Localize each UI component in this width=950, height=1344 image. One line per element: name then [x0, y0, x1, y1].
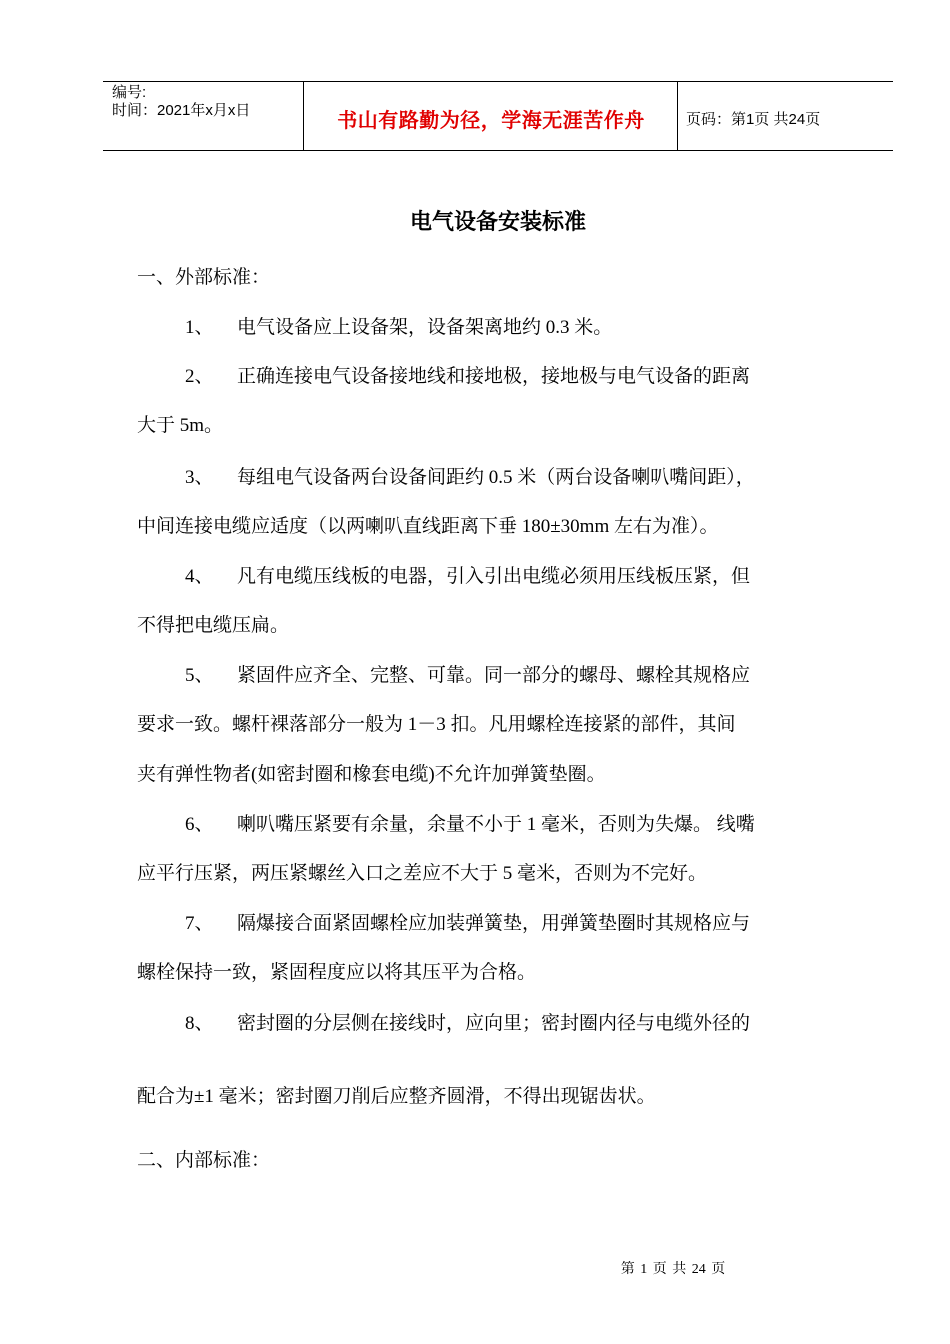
item-number: 8、 — [185, 1013, 214, 1034]
item-text: 要求一致。螺杆裸落部分一般为 1－3 扣。凡用螺栓连接紧的部件，其间 — [137, 714, 736, 735]
item-text: 密封圈的分层侧在接线时，应向里；密封圈内径与电缆外径的 — [237, 1013, 751, 1034]
header-table — [103, 81, 893, 151]
serial-label: 编号: — [112, 84, 147, 101]
item-text: 每组电气设备两台设备间距约 0.5 米（两台设备喇叭嘴间距）， — [237, 467, 755, 488]
item-number: 3、 — [185, 467, 214, 488]
item-text: 正确连接电气设备接地线和接地极，接地极与电气设备的距离 — [237, 366, 751, 387]
page-footer: 第 1 页 共 24 页 — [620, 1262, 726, 1277]
header-motto: 书山有路勤为径，学海无涯苦作舟 — [337, 108, 645, 132]
item-text: 夹有弹性物者(如密封圈和橡套电缆)不允许加弹簧垫圈。 — [137, 764, 606, 785]
item-text: 中间连接电缆应适度（以两喇叭直线距离下垂 180±30mm 左右为准）。 — [137, 516, 719, 537]
item-text: 隔爆接合面紧固螺栓应加装弹簧垫，用弹簧垫圈时其规格应与 — [237, 913, 751, 934]
header-left-cell — [112, 84, 250, 120]
item-text: 大于 5m。 — [137, 415, 224, 436]
item-number: 1、 — [185, 317, 214, 338]
item-text: 螺栓保持一致，紧固程度应以将其压平为合格。 — [137, 962, 537, 983]
header-divider — [303, 82, 304, 150]
item-text: 喇叭嘴压紧要有余量，余量不小于 1 毫米，否则为失爆。 线嘴 — [237, 814, 755, 835]
header-divider — [677, 82, 678, 150]
item-text: 紧固件应齐全、完整、可靠。同一部分的螺母、螺栓其规格应 — [237, 665, 751, 686]
section-heading: 一、外部标准： — [137, 267, 271, 288]
item-text: 电气设备应上设备架，设备架离地约 0.3 米。 — [237, 317, 613, 338]
item-text: 配合为±1 毫米；密封圈刀削后应整齐圆滑，不得出现锯齿状。 — [137, 1086, 656, 1107]
item-text: 凡有电缆压线板的电器，引入引出电缆必须用压线板压紧，但 — [237, 566, 751, 587]
item-number: 5、 — [185, 665, 214, 686]
item-number: 6、 — [185, 814, 214, 835]
time-label: 时间：2021年x月x日 — [112, 102, 251, 119]
section-heading: 二、内部标准： — [137, 1150, 271, 1171]
item-text: 应平行压紧，两压紧螺丝入口之差应不大于 5 毫米，否则为不完好。 — [137, 863, 708, 884]
item-number: 2、 — [185, 366, 214, 387]
document-title: 电气设备安装标准 — [409, 209, 586, 235]
header-page-info: 页码：第1页 共24页 — [686, 111, 821, 128]
item-number: 4、 — [185, 566, 214, 587]
item-text: 不得把电缆压扁。 — [137, 615, 290, 636]
item-number: 7、 — [185, 913, 214, 934]
